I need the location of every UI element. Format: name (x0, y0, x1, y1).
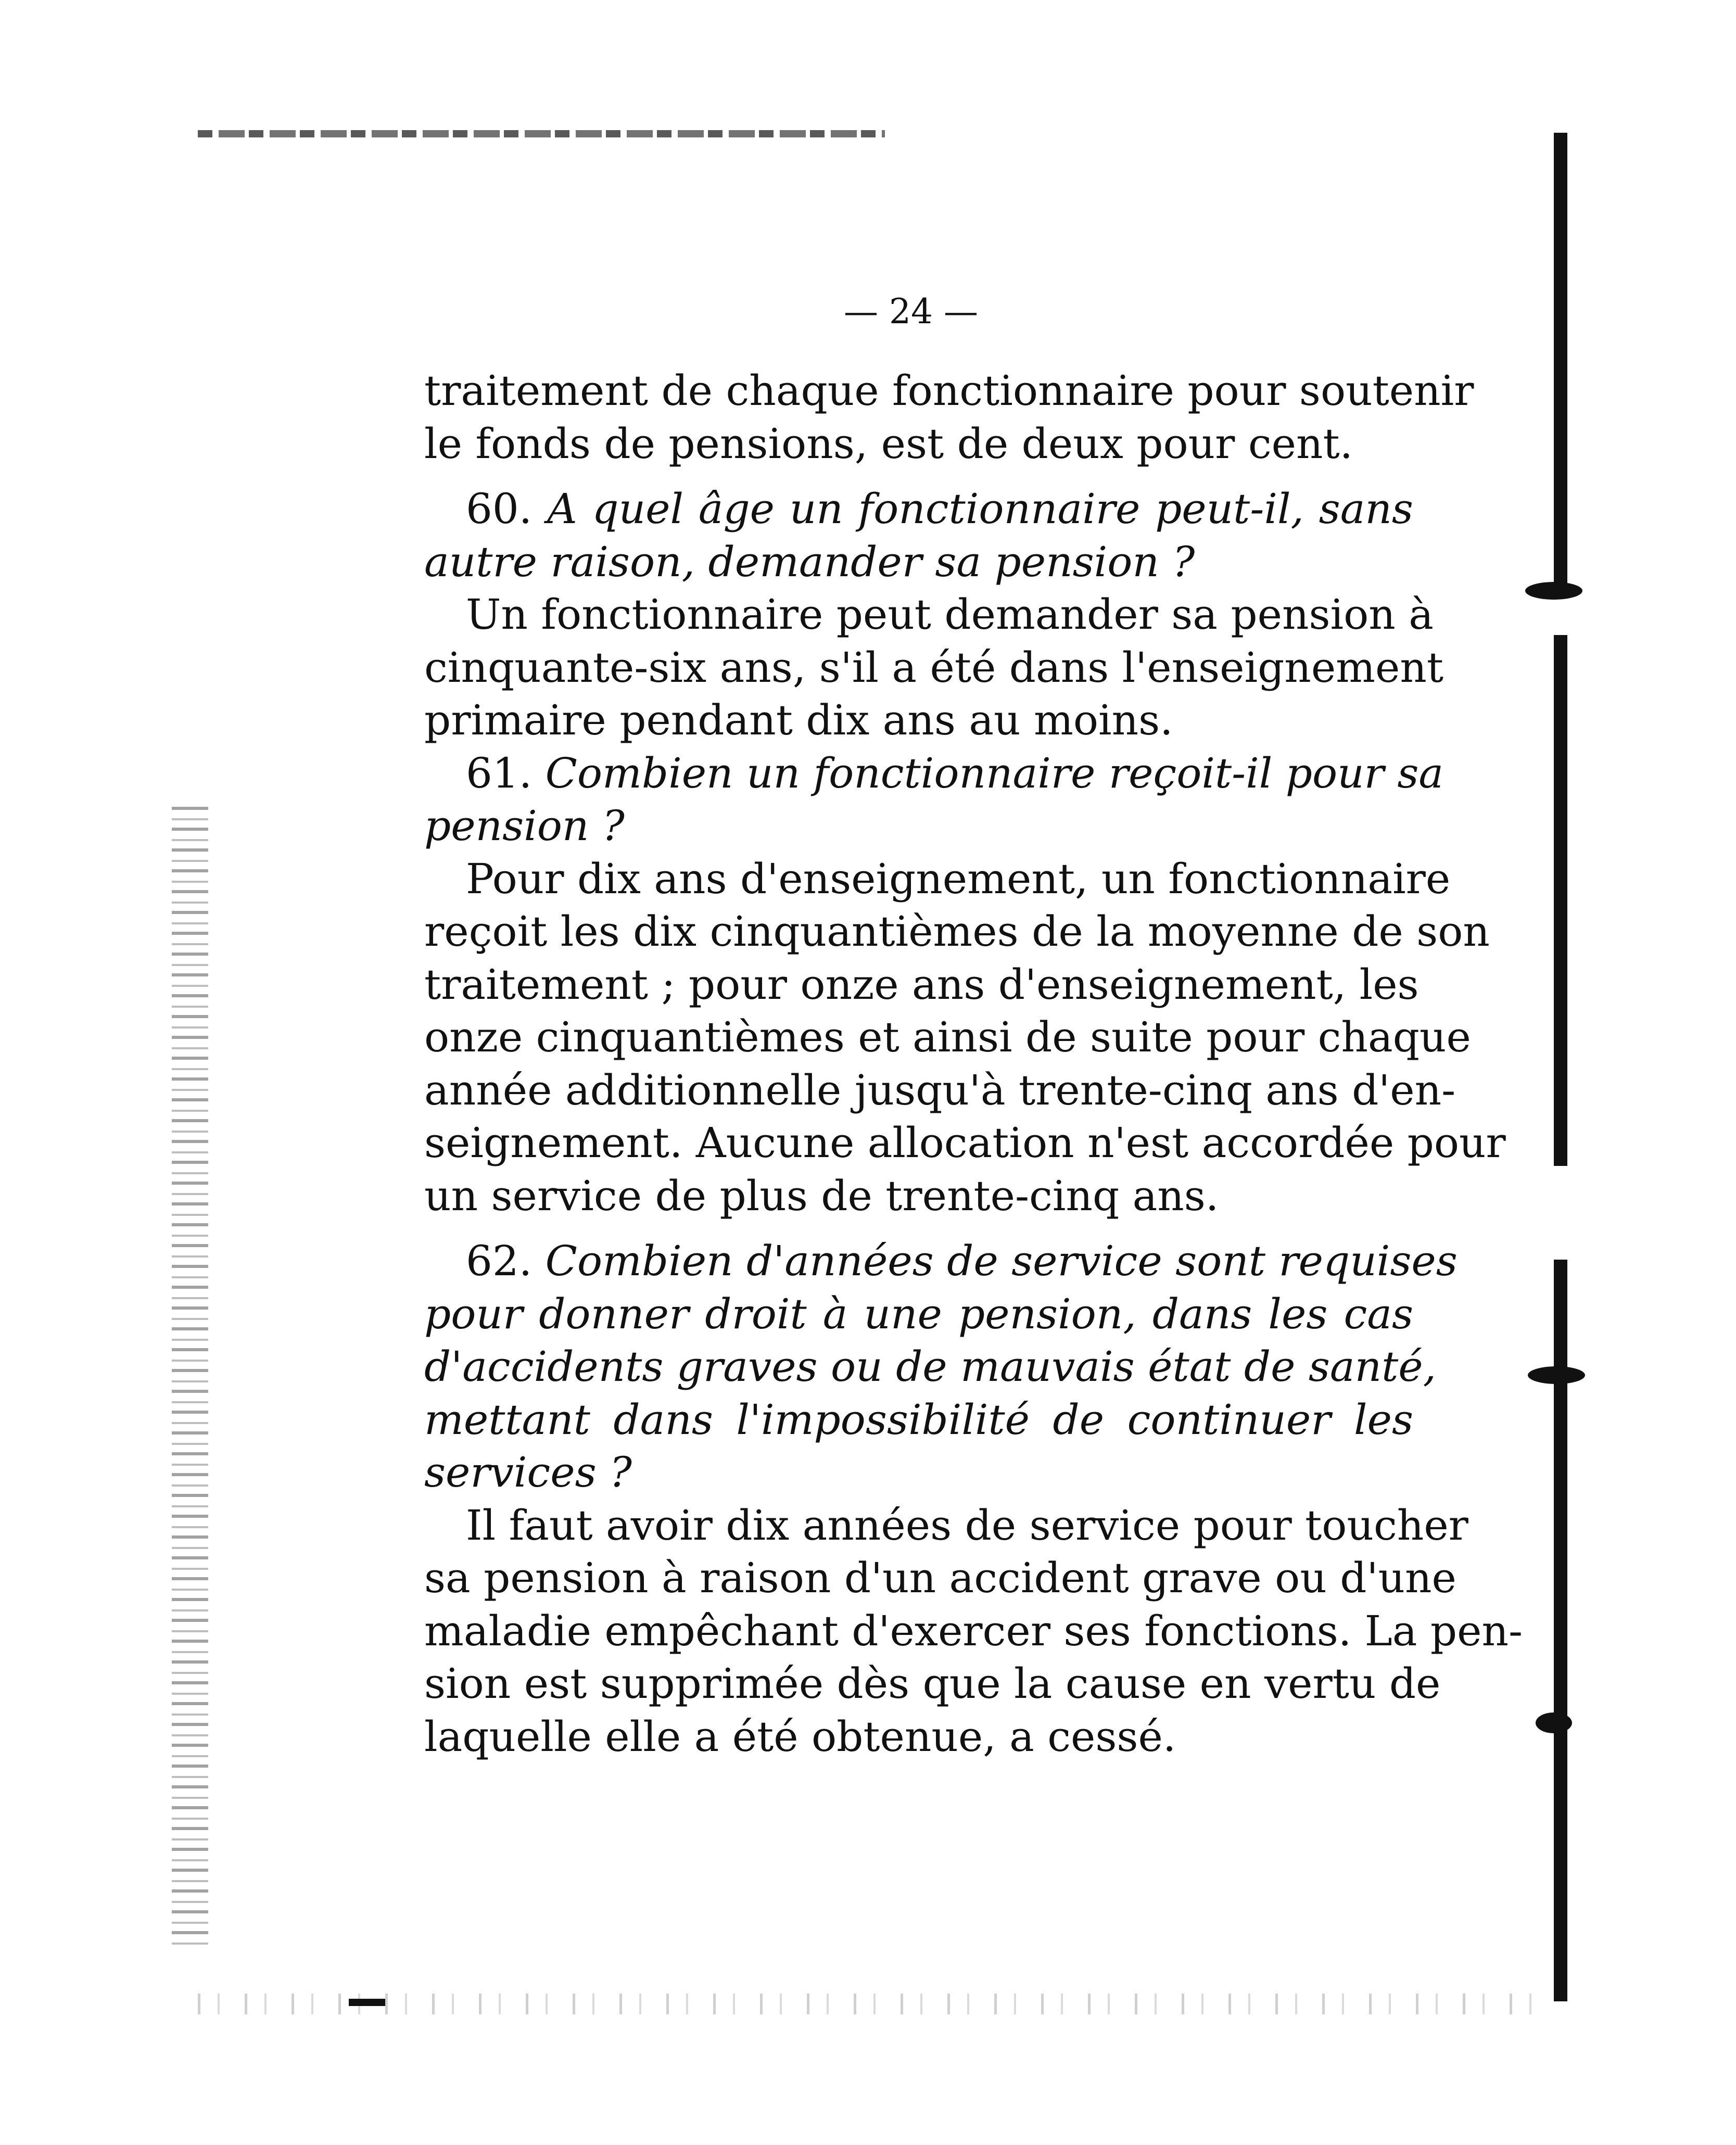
text-line: sion est supprimée dès que la cause en vertu de (424, 1659, 1441, 1708)
scan-artifact-bottom-noise (198, 1994, 1551, 2014)
question-62 (424, 1235, 1458, 1499)
page-number: — 24 — (844, 291, 978, 332)
answer-60 (424, 588, 1444, 747)
text-line: A quel âge un fonctionnaire peut-il, sans (547, 485, 1413, 533)
text-line: cinquante-six ans, s'il a été dans l'enseignement (424, 643, 1444, 692)
text-line: traitement ; pour onze ans d'enseignement, les (424, 960, 1419, 1009)
text-line: le fonds de pensions, est de deux pour cent. (424, 419, 1353, 468)
answer-paragraph (424, 364, 1474, 470)
text-line: autre raison, demander sa pension ? (424, 537, 1195, 586)
text-line: Pour dix ans d'enseignement, un fonctionnaire (466, 854, 1451, 903)
text-line: pension ? (424, 802, 625, 850)
answer-62 (424, 1499, 1523, 1763)
text-line: maladie empêchant d'exercer ses fonctions. La pen- (424, 1606, 1523, 1655)
question-60 (424, 483, 1413, 588)
text-line: sa pension à raison d'un accident grave ou d'une (424, 1554, 1456, 1602)
text-line: primaire pendant dix ans au moins. (424, 696, 1173, 744)
text-line: traitement de chaque fonctionnaire pour soutenir (424, 366, 1474, 415)
text-line: Combien un fonctionnaire reçoit-il pour sa (545, 748, 1444, 797)
text-line: année additionnelle jusqu'à trente-cinq ans d'en- (424, 1065, 1456, 1114)
text-line: reçoit les dix cinquantièmes de la moyenne de son (424, 907, 1490, 956)
text-line: Combien d'années de service sont requises (545, 1237, 1458, 1285)
body-text (424, 364, 1523, 1763)
scan-artifact-top-rule (198, 130, 885, 137)
text-line: un service de plus de trente-cinq ans. (424, 1171, 1219, 1220)
text-line: onze cinquantièmes et ainsi de suite pour chaque (424, 1013, 1471, 1061)
text-line: services ? (424, 1448, 632, 1496)
text-line: Un fonctionnaire peut demander sa pension à (466, 590, 1434, 639)
question-number: 61. (466, 748, 533, 797)
scan-artifact-gap (1549, 1166, 1575, 1260)
text-line: Il faut avoir dix années de service pour toucher (466, 1501, 1468, 1550)
scan-artifact-blob (1525, 582, 1582, 600)
text-line: laquelle elle a été obtenue, a cessé. (424, 1712, 1176, 1761)
question-number: 62. (466, 1237, 533, 1285)
text-line: pour donner droit à une pension, dans les cas (424, 1289, 1413, 1338)
text-line: mettant dans l'impossibilité de continuer les (424, 1395, 1413, 1444)
scan-artifact-bottom-mark (349, 1999, 385, 2006)
text-line: d'accidents graves ou de mauvais état de santé, (424, 1342, 1437, 1391)
question-61 (424, 747, 1444, 853)
scan-artifact-blob (1536, 1712, 1572, 1733)
question-number: 60. (466, 485, 533, 533)
text-line: seignement. Aucune allocation n'est accordée pour (424, 1119, 1506, 1167)
scan-artifact-left-edge (172, 807, 208, 1952)
scan-artifact-blob (1528, 1366, 1585, 1384)
answer-61 (424, 853, 1506, 1223)
